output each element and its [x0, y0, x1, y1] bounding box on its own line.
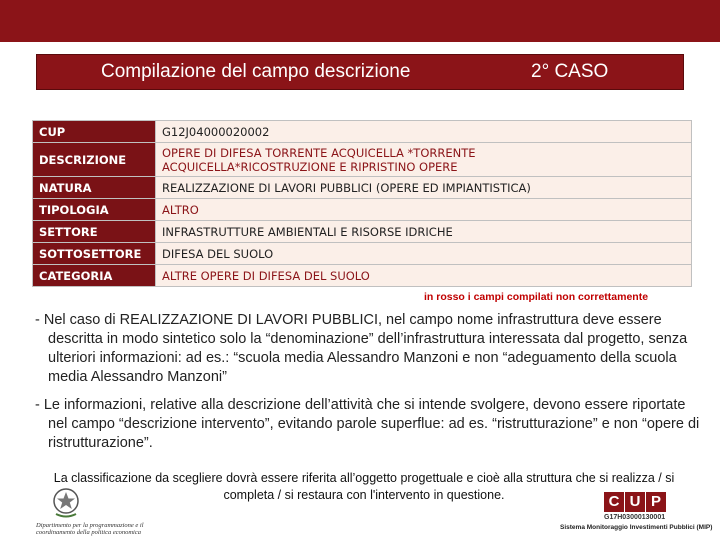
row-value: ALTRO: [156, 199, 692, 221]
table-row: [33, 265, 692, 287]
cup-code: G17H03000130001: [604, 514, 666, 521]
cup-letter: C: [604, 492, 624, 512]
row-value: ALTRE OPERE DI DIFESA DEL SUOLO: [156, 265, 692, 287]
row-value: DIFESA DEL SUOLO: [156, 243, 692, 265]
row-value: INFRASTRUTTURE AMBIENTALI E RISORSE IDRICHE: [156, 221, 692, 243]
row-value-line: ACQUICELLA*RICOSTRUZIONE E RIPRISTINO OPERE: [162, 159, 458, 174]
table-row: [33, 121, 692, 143]
table-row: [33, 177, 692, 199]
cup-data-table: [32, 120, 692, 287]
row-value-line: OPERE DI DIFESA TORRENTE ACQUICELLA *TORRENTE: [162, 145, 476, 160]
table-row: [33, 143, 692, 177]
row-value: G12J04000020002: [156, 121, 692, 143]
paragraph-text: - Nel caso di REALIZZAZIONE DI LAVORI PUBBLICI, nel campo nome infrastruttura deve essere descritta in modo sintetico solo la “denominazione” dell’infrastruttura interessata dal progetto, senza ulteriori informazioni: ad es.: “scuola media Alessandro Manzoni e non “adeguamento della scuola media Alessandro Manzoni”: [35, 312, 688, 385]
row-value: REALIZZAZIONE DI LAVORI PUBBLICI (OPERE ED IMPIANTISTICA): [156, 177, 692, 199]
paragraph-lavori-pubblici: [22, 311, 704, 387]
department-logo: [36, 486, 156, 536]
paragraph-text: - Le informazioni, relative alla descrizione dell’attività che si intende svolgere, devono essere riportate nel campo “descrizione intervento”, evitando parole superflue: ad es. “ristrutturazione” e non “opere di ristrutturazione”.: [35, 397, 700, 451]
cup-system-label: Sistema Monitoraggio Investimenti Pubblici (MIP): [560, 524, 713, 531]
table-row: [33, 221, 692, 243]
department-text: Dipartimento per la programmazione e il coordinamento della politica economica: [36, 522, 144, 536]
classification-note: La classificazione da scegliere dovrà essere riferita all’oggetto progettuale e cioè alla struttura che si realizza / si completa / si restaura con l'intervento in questione.: [53, 471, 675, 502]
cup-letter: U: [625, 492, 645, 512]
row-value: [156, 143, 692, 177]
row-label: SETTORE: [33, 221, 156, 243]
paragraph-descrizione: [22, 396, 704, 453]
page-title: Compilazione del campo descrizione: [101, 61, 411, 82]
emblem-icon: [50, 486, 82, 520]
row-label: SOTTOSETTORE: [33, 243, 156, 265]
cup-letter: P: [646, 492, 666, 512]
row-label: NATURA: [33, 177, 156, 199]
top-banner: [0, 0, 720, 42]
case-label: 2° CASO: [531, 61, 609, 82]
row-label: DESCRIZIONE: [33, 143, 156, 177]
row-label: CUP: [33, 121, 156, 143]
row-label: TIPOLOGIA: [33, 199, 156, 221]
incorrect-fields-note: in rosso i campi compilati non correttamente: [424, 291, 649, 303]
cup-logo: [604, 492, 667, 514]
table-row: [33, 243, 692, 265]
row-label: CATEGORIA: [33, 265, 156, 287]
title-bar: [36, 54, 684, 90]
table-row: [33, 199, 692, 221]
